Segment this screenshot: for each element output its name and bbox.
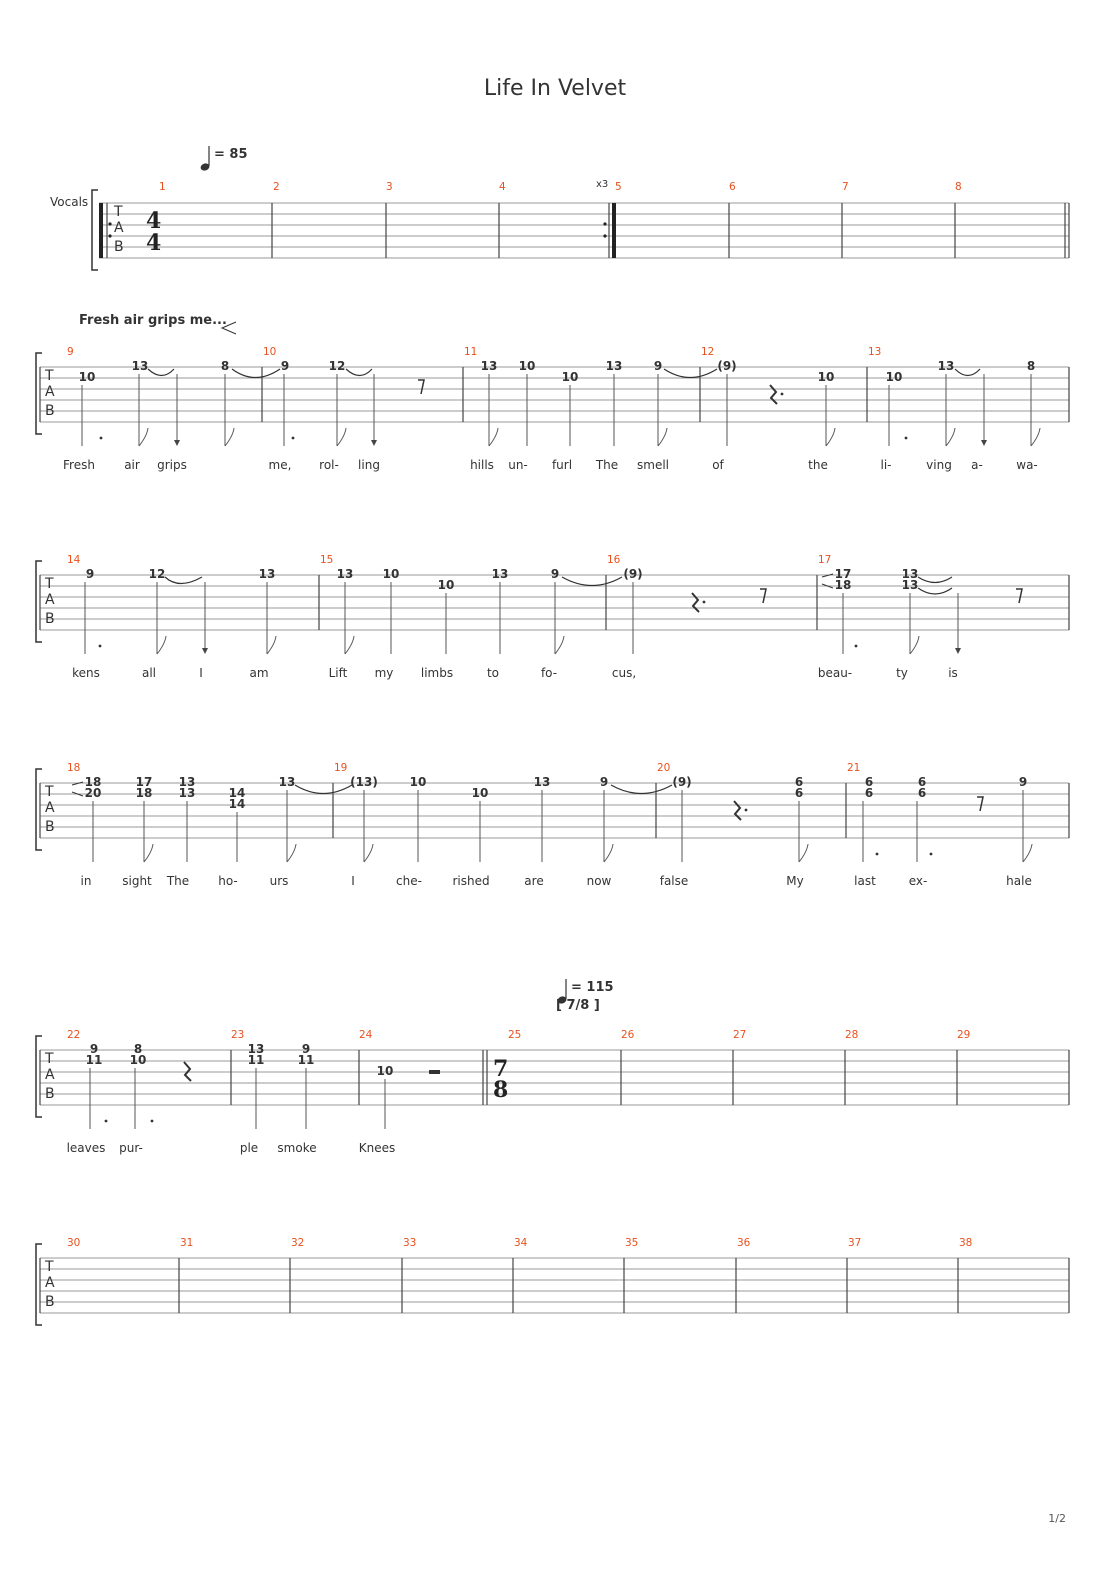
tab-clef-a: A [114, 220, 124, 236]
fret-number: 6 [864, 786, 874, 800]
fret-number: 9 [599, 775, 609, 789]
staff-row-2 [36, 346, 1069, 472]
fret-number: 8 [133, 1042, 143, 1056]
measure-number: 31 [180, 1237, 194, 1249]
measure-number: 38 [959, 1237, 973, 1249]
time-signature-numerator: 4 [146, 208, 162, 234]
measure-number: 13 [868, 346, 882, 358]
lyric: limbs [420, 666, 454, 680]
eighth-rest-icon [1016, 589, 1022, 603]
fret-number: (9) [623, 567, 643, 581]
measure-number: 12 [701, 346, 715, 358]
lyric: ple [239, 1141, 259, 1155]
fret-number: 6 [917, 786, 927, 800]
section-annotation: Fresh air grips me... [79, 313, 227, 328]
lyric: the [808, 458, 828, 472]
fret-number: 13 [491, 567, 509, 581]
time-signature-bracket: [ 7/8 ] [556, 998, 600, 1013]
fret-number: 13 [178, 775, 196, 789]
tab-clef-b: B [45, 611, 55, 627]
lyric: now [586, 874, 612, 888]
lyric: Lift [328, 666, 348, 680]
fret-number: 10 [409, 775, 427, 789]
measure-number: 21 [847, 762, 861, 774]
repeat-count: x3 [596, 179, 609, 190]
fret-number: 10 [437, 578, 455, 592]
lyric: I [199, 666, 203, 680]
lyric: pur- [119, 1141, 143, 1155]
measure-number: 32 [291, 1237, 305, 1249]
lyric: false [659, 874, 689, 888]
staff-row-3 [36, 554, 1069, 680]
fret-number: 13 [178, 786, 196, 800]
fret-number: 9 [89, 1042, 99, 1056]
tab-clef-t: T [45, 1051, 54, 1067]
lyric: ho- [218, 874, 238, 888]
measure-number: 8 [955, 181, 962, 193]
fret-number: 17 [135, 775, 153, 789]
lyric: me, [268, 458, 292, 472]
time-signature-numerator: 7 [493, 1056, 509, 1082]
lyric: to [486, 666, 500, 680]
fret-number: 10 [376, 1064, 394, 1078]
page-number: 1/2 [1048, 1512, 1066, 1525]
fret-number: 9 [85, 567, 95, 581]
tab-clef-b: B [114, 239, 124, 255]
tab-clef-b: B [45, 819, 55, 835]
measure-number: 15 [320, 554, 334, 566]
tab-clef-b: B [45, 1086, 55, 1102]
fret-number: 13 [605, 359, 623, 373]
lyric: Knees [358, 1141, 396, 1155]
lyric: My [786, 874, 804, 888]
lyric: cus, [611, 666, 637, 680]
fret-number: 10 [129, 1053, 147, 1067]
fret-number: 12 [148, 567, 166, 581]
fret-number: 12 [328, 359, 346, 373]
tab-clef-a: A [45, 1275, 55, 1291]
staff-row-5 [36, 1029, 1069, 1155]
lyric: smoke [277, 1141, 317, 1155]
time-signature-denominator: 8 [493, 1077, 509, 1103]
fret-number: 14 [228, 797, 246, 811]
lyric: kens [72, 666, 100, 680]
lyric: li- [880, 458, 892, 472]
measure-number: 18 [67, 762, 81, 774]
quarter-rest-icon [770, 385, 777, 404]
measure-number: 11 [464, 346, 478, 358]
quarter-rest-icon [734, 801, 741, 820]
instrument-label: Vocals [50, 195, 89, 209]
tab-clef-a: A [45, 800, 55, 816]
fret-number: 18 [84, 775, 102, 789]
measure-number: 29 [957, 1029, 971, 1041]
lyric: beau- [817, 666, 853, 680]
fret-number: 8 [220, 359, 230, 373]
measure-number: 27 [733, 1029, 747, 1041]
measure-number: 4 [499, 181, 506, 193]
measure-number: 7 [842, 181, 849, 193]
lyric: The [166, 874, 190, 888]
lyric: last [854, 874, 876, 888]
tab-clef-t: T [45, 368, 54, 384]
measure-number: 9 [67, 346, 74, 358]
measure-number: 19 [334, 762, 348, 774]
fret-number: 10 [471, 786, 489, 800]
fret-number: 13 [336, 567, 354, 581]
fret-number: 9 [1018, 775, 1028, 789]
measure-number: 22 [67, 1029, 81, 1041]
fret-number: 10 [817, 370, 835, 384]
fret-number: 11 [297, 1053, 315, 1067]
measure-number: 36 [737, 1237, 751, 1249]
measure-number: 35 [625, 1237, 639, 1249]
lyric: hale [1006, 874, 1032, 888]
lyric: rol- [319, 458, 339, 472]
fret-number: 10 [561, 370, 579, 384]
fret-number: 10 [78, 370, 96, 384]
lyric: ex- [908, 874, 928, 888]
lyric: ty [896, 666, 908, 680]
lyric: rished [452, 874, 490, 888]
fret-number: 6 [864, 775, 874, 789]
time-signature-denominator: 4 [146, 230, 162, 256]
lyric: my [374, 666, 394, 680]
staff-row-4 [36, 762, 1069, 888]
lyric: un- [508, 458, 528, 472]
fret-number: (13) [350, 775, 378, 789]
lyric: air [124, 458, 140, 472]
fret-number: 9 [550, 567, 560, 581]
measure-number: 26 [621, 1029, 635, 1041]
lyric: hills [470, 458, 494, 472]
measure-number: 14 [67, 554, 81, 566]
tempo-value-2: = 115 [571, 980, 614, 995]
measure-number: 20 [657, 762, 671, 774]
fret-number: 18 [135, 786, 153, 800]
lyric: are [524, 874, 544, 888]
fret-number: 11 [85, 1053, 103, 1067]
fret-number: 13 [480, 359, 498, 373]
fret-number: 10 [382, 567, 400, 581]
lyric: a- [971, 458, 983, 472]
staff-row-6 [36, 1237, 1069, 1325]
fret-number: 9 [280, 359, 290, 373]
fret-number: 8 [1026, 359, 1036, 373]
fret-number: (9) [672, 775, 692, 789]
measure-number: 16 [607, 554, 621, 566]
fret-number: 13 [131, 359, 149, 373]
lyric: leaves [66, 1141, 106, 1155]
eighth-rest-icon [760, 589, 766, 603]
staff-row-1 [92, 179, 1069, 270]
fret-number: 20 [84, 786, 102, 800]
fret-number: 13 [278, 775, 296, 789]
lyric: am [249, 666, 269, 680]
tempo-value-1: = 85 [214, 147, 248, 162]
fret-number: 13 [937, 359, 955, 373]
fret-number: 10 [518, 359, 536, 373]
measure-number: 30 [67, 1237, 81, 1249]
lyric: urs [269, 874, 289, 888]
fret-number: 14 [228, 786, 246, 800]
lyric: fo- [540, 666, 558, 680]
half-rest-icon [429, 1070, 440, 1074]
fret-number: 11 [247, 1053, 265, 1067]
measure-number: 37 [848, 1237, 862, 1249]
lyric: Fresh [63, 458, 95, 472]
lyric: I [351, 874, 355, 888]
fret-number: 6 [794, 786, 804, 800]
fret-number: 13 [901, 578, 919, 592]
fret-number: 6 [917, 775, 927, 789]
measure-number: 17 [818, 554, 832, 566]
tab-clef-t: T [45, 784, 54, 800]
repeat-end-bar [612, 203, 616, 258]
quarter-rest-icon [692, 593, 699, 612]
fret-number: 10 [885, 370, 903, 384]
measure-number: 25 [508, 1029, 522, 1041]
measure-number: 6 [729, 181, 736, 193]
lyric: grips [157, 458, 187, 472]
tab-clef-t: T [45, 1259, 54, 1275]
tab-clef-b: B [45, 1294, 55, 1310]
fret-number: 9 [653, 359, 663, 373]
measure-number: 10 [263, 346, 277, 358]
lyric: ving [926, 458, 952, 472]
measure-number: 33 [403, 1237, 417, 1249]
tab-clef-b: B [45, 403, 55, 419]
tab-clef-a: A [45, 592, 55, 608]
lyric: smell [637, 458, 669, 472]
measure-number: 28 [845, 1029, 859, 1041]
lyric: all [141, 666, 157, 680]
lyric: che- [396, 874, 422, 888]
measure-number: 34 [514, 1237, 528, 1249]
measure-number: 3 [386, 181, 393, 193]
measure-number: 5 [615, 181, 622, 193]
lyric: furl [551, 458, 573, 472]
fret-number: 17 [834, 567, 852, 581]
fret-number: 9 [301, 1042, 311, 1056]
tempo-marking-1 [200, 146, 248, 172]
lyric: of [712, 458, 724, 472]
tab-clef-a: A [45, 1067, 55, 1083]
fret-number: 13 [901, 567, 919, 581]
song-title: Life In Velvet [483, 76, 627, 101]
eighth-rest-icon [418, 380, 424, 394]
fret-number: 18 [834, 578, 852, 592]
fret-number: 6 [794, 775, 804, 789]
repeat-start-bar [99, 203, 103, 258]
measure-number: 23 [231, 1029, 245, 1041]
measure-number: 24 [359, 1029, 373, 1041]
lyric: is [948, 666, 958, 680]
tab-clef-t: T [114, 204, 123, 220]
lyric: wa- [1016, 458, 1038, 472]
lyric: sight [122, 874, 152, 888]
fret-number: 13 [533, 775, 551, 789]
tab-clef-a: A [45, 384, 55, 400]
measure-number: 2 [273, 181, 280, 193]
measure-number: 1 [159, 181, 166, 193]
fret-number: (9) [717, 359, 737, 373]
fret-number: 13 [247, 1042, 265, 1056]
lyric: The [595, 458, 619, 472]
fret-number: 13 [258, 567, 276, 581]
lyric: in [80, 874, 92, 888]
lyric: ling [358, 458, 380, 472]
tab-clef-t: T [45, 576, 54, 592]
eighth-rest-icon [977, 797, 983, 811]
tempo-marking-2 [556, 979, 614, 1013]
